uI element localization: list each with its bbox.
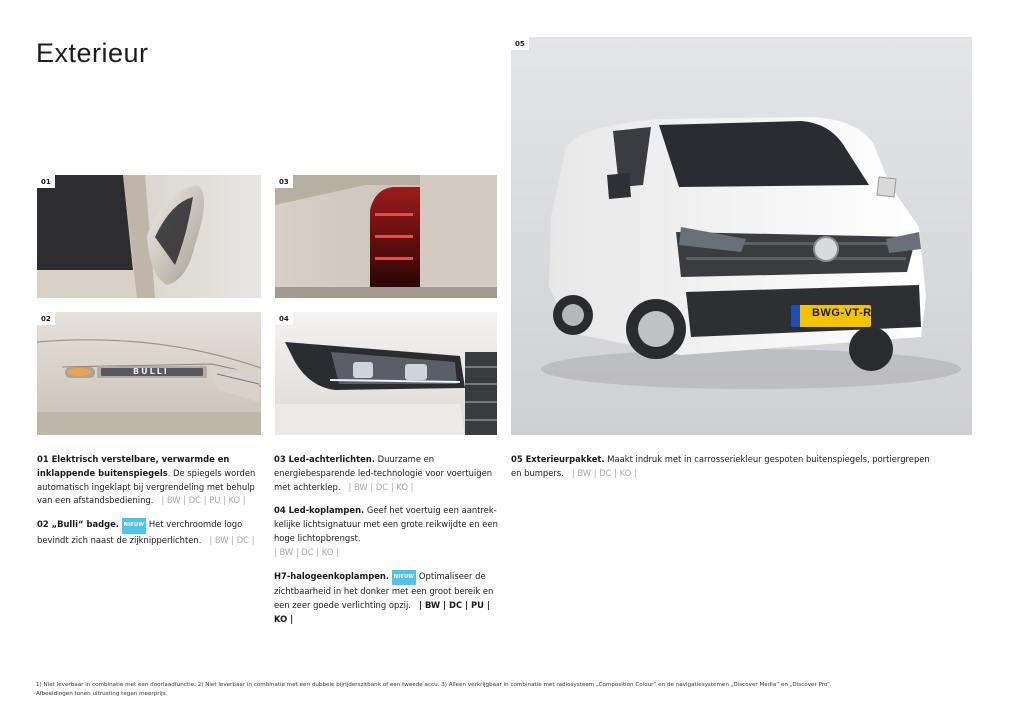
- caption-title: 01 Elektrisch verstelbare, verwarmde en inklappende buitenspiegels: [37, 454, 230, 478]
- caption-05: [511, 453, 931, 481]
- footnote-line-2: Afbeeldingen tonen uitrusting tegen meerprijs.: [36, 690, 168, 697]
- caption-column-3: [511, 453, 931, 491]
- model-codes: | BW | DC |: [209, 534, 255, 545]
- caption-title: 02 „Bulli“ badge: [37, 519, 116, 530]
- caption-text: . De spiegels worden automatisch ingeklapt bij vergrendeling met behulp van een afstandsbediening.: [37, 467, 256, 506]
- photo-tail-light: [275, 175, 497, 298]
- caption-text: Het verchroomde logo bevindt zich naast de zijknipperlichten.: [37, 519, 243, 545]
- page-title: Exterieur: [36, 38, 149, 68]
- photo-label: 05: [511, 37, 529, 50]
- photo-van: [511, 37, 972, 435]
- model-codes: | BW | DC | KO |: [348, 481, 414, 492]
- bulli-badge-text: BULLI: [133, 367, 169, 376]
- photo-mirror: [37, 175, 261, 298]
- caption-text: Duurzame en energiebesparende led-technologie voor voertuigen met achterklep.: [274, 454, 493, 492]
- new-badge: NIEUW: [122, 518, 147, 534]
- caption-text: Optimaliseer de zichtbaarheid in het donker met een groot bereik en een zeer goede verlichting opzij.: [274, 570, 494, 611]
- caption-title: 04 Led-koplampen.: [274, 505, 365, 516]
- footnote: [36, 681, 986, 698]
- caption-03: [274, 453, 500, 494]
- caption-text: Geef het voertuig een aantrekkelijke lichtsignatuur met een grote reikwijdte en een hoge lichtopbrengst.: [274, 505, 498, 543]
- caption-01: [37, 453, 265, 508]
- caption-column-2: [274, 453, 500, 637]
- caption-title: 05 Exterieurpakket.: [511, 454, 605, 464]
- photo-label: 01: [37, 175, 55, 188]
- photo-headlight: [275, 312, 497, 435]
- model-codes: | BW | DC | KO |: [274, 546, 339, 557]
- caption-title: H7-halogeenkoplampen.: [274, 570, 390, 581]
- model-codes: | BW | DC | PU | KO |: [161, 495, 246, 506]
- photo-label: 03: [275, 175, 293, 188]
- caption-text: Maakt indruk met in carrosseriekleur gespoten buitenspiegels, portiergrepen en bumpers.: [511, 454, 930, 478]
- photo-label: 04: [275, 312, 293, 325]
- license-plate-text: BWG-VT-R: [812, 307, 872, 319]
- caption-04b: [274, 570, 500, 627]
- footnote-line-1: 1) Niet leverbaar in combinatie met een doorlaadfunctie. 2) Niet leverbaar in combinatie met een dubbele bijrijderszitbank of een tweede accu. 3) Alleen verkrijgbaar in combinatie met radiosysteem „Composition Colour“ en de navigatiesystemen „Discover Media“ en „Discover Pro“.: [36, 682, 832, 688]
- new-badge: NIEUW: [392, 570, 417, 586]
- model-codes: | BW | DC | KO |: [571, 467, 637, 478]
- model-codes: | BW | DC | PU | KO |: [274, 600, 490, 624]
- caption-02: 02 „Bulli“ badge. NIEUW Het verchroomde logo bevindt zich naast de zijknipperlichten. | BW | DC |: [37, 519, 255, 545]
- photo-label: 02: [37, 312, 55, 325]
- caption-column-1: [37, 453, 265, 558]
- caption-title: 03 Led-achterlichten.: [274, 454, 375, 464]
- photo-bulli-badge: [37, 312, 261, 435]
- caption-04: [274, 504, 500, 559]
